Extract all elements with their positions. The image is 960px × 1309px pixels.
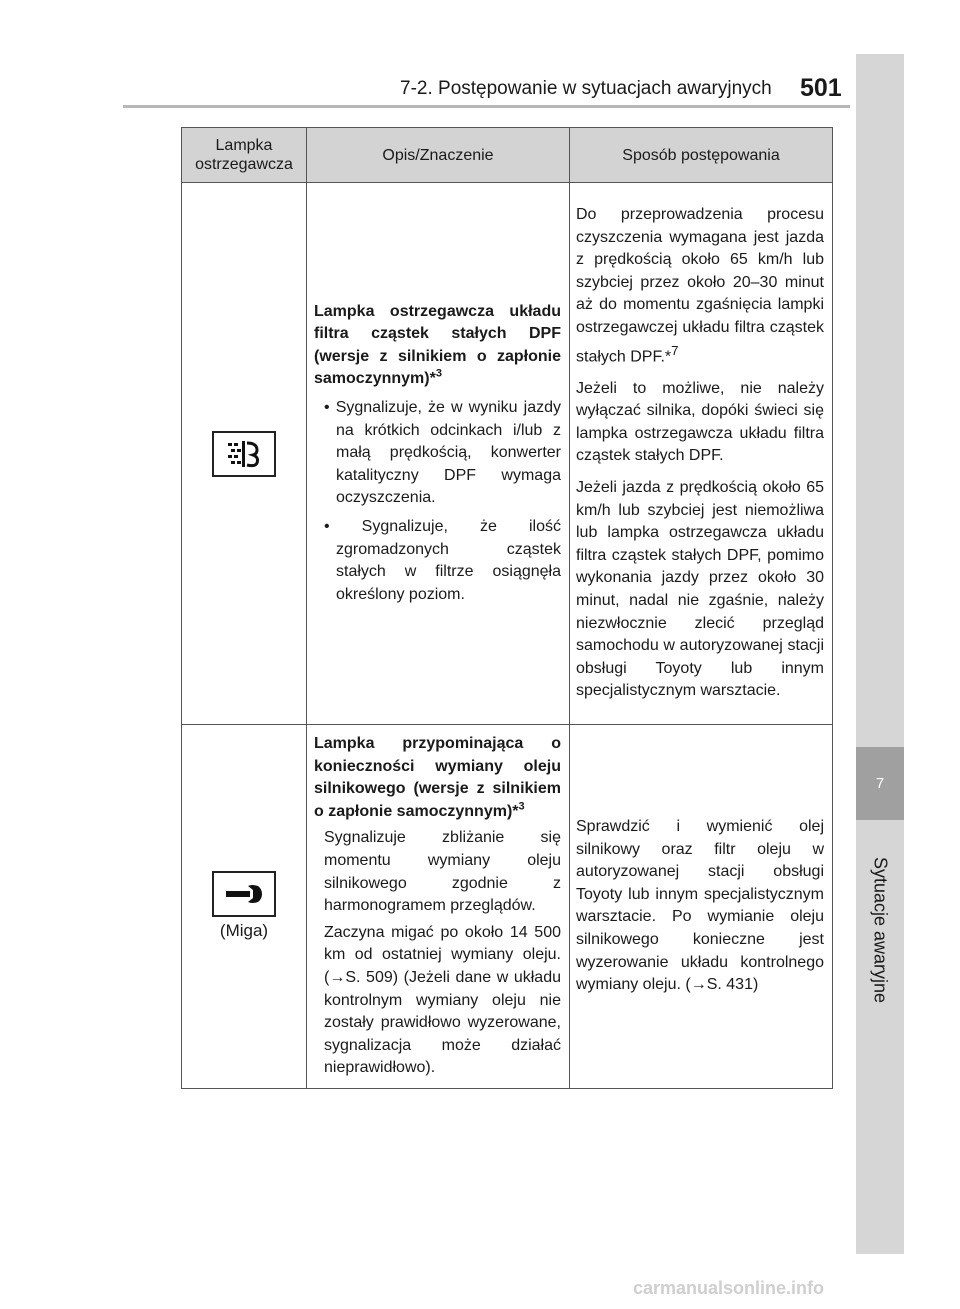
description-title: Lampka ostrzegawcza układu filtra cząstek stałych DPF (wersje z silnikiem o zapłonie samoczynnym)*$^3$ — [314, 302, 561, 388]
description-paragraph: Zaczyna migać po około 14 500 km od ostatniej wymiany oleju. (→S. 509) (Jeżeli dane w układu kontrolnym wymiany oleju nie zostały prawidłowo wyzerowane, sygnalizacja może działać nieprawidłowo). — [324, 923, 561, 1077]
action-paragraph: Jeżeli to możliwe, nie należy wyłączać silnika, dopóki świeci się lampka ostrzegawcza układu filtra cząstek stałych DPF. — [576, 379, 824, 465]
table-header-row — [182, 128, 833, 183]
icon-caption: (Miga) — [219, 921, 269, 941]
action-paragraph: Do przeprowadzenia procesu czyszczenia wymagana jest jazda z prędkością około 65 km/h lub szybciej przez około 20–30 minut aż do momentu zgaśnięcia lampki ostrzegawczej układu filtra cząstek stałych DPF.*$^7$ — [576, 206, 824, 365]
action-paragraph: Sprawdzić i wymienić olej silnikowy oraz filtr oleju w autoryzowanej stacji obsługi Toyoty lub innym specjalistycznym warsztacie. Po wymianie oleju silnikowego konieczne jest wyzerowanie układu kontrolnego wymiany oleju. (→S. 431) — [576, 818, 824, 994]
header-rule — [123, 105, 850, 108]
action-cell — [570, 725, 833, 1089]
lamp-cell — [182, 183, 307, 725]
column-header-action: Sposób postępowania — [570, 128, 833, 183]
description-bullet: • Sygnalizuje, że ilość zgromadzonych cząstek stałych w filtrze osiągnęła określony poziom. — [324, 517, 561, 603]
chapter-label: Sytuacje awaryjne — [870, 856, 891, 1004]
action-paragraph: Jeżeli jazda z prędkością około 65 km/h lub szybciej jest niemożliwa lub lampka ostrzegawcza układu filtra cząstek stałych DPF, pomimo wykonania jazdy przez około 30 minut, nadal nie zgaśnie, należy niezwłocznie zlecić przegląd samochodu w autoryzowanej stacji obsługi Toyoty lub innym specjalistycznym warsztacie. — [576, 478, 824, 700]
column-header-lamp: Lampka ostrzegawcza — [182, 128, 307, 183]
dpf-filter-warning-icon — [212, 431, 276, 477]
chapter-side-tab — [856, 54, 904, 1254]
description-paragraph: Sygnalizuje zbliżanie się momentu wymiany oleju silnikowego zgodnie z harmonogramem przeglądów. — [324, 829, 561, 915]
lamp-cell — [182, 725, 307, 1089]
table-row — [182, 725, 833, 1089]
action-cell — [570, 183, 833, 725]
section-title: 7-2. Postępowanie w sytuacjach awaryjnych — [400, 78, 772, 99]
page-number: 501 — [800, 74, 842, 102]
chapter-number: 7 — [856, 747, 904, 820]
description-cell — [307, 183, 570, 725]
column-header-description: Opis/Znaczenie — [307, 128, 570, 183]
description-title: Lampka przypominająca o konieczności wymiany oleju silnikowego (wersje z silnikiem o zapłonie samoczynnym)*$^3$ — [314, 735, 561, 820]
description-cell — [307, 725, 570, 1089]
warning-lights-table — [181, 127, 833, 1089]
description-bullet: • Sygnalizuje, że w wyniku jazdy na krótkich odcinkach i/lub z małą prędkością, konwerter katalityczny DPF wymaga oczyszczenia. — [324, 399, 562, 507]
wrench-icon — [212, 871, 276, 917]
table-row — [182, 183, 833, 725]
watermark: carmanualsonline.info — [633, 1278, 825, 1298]
